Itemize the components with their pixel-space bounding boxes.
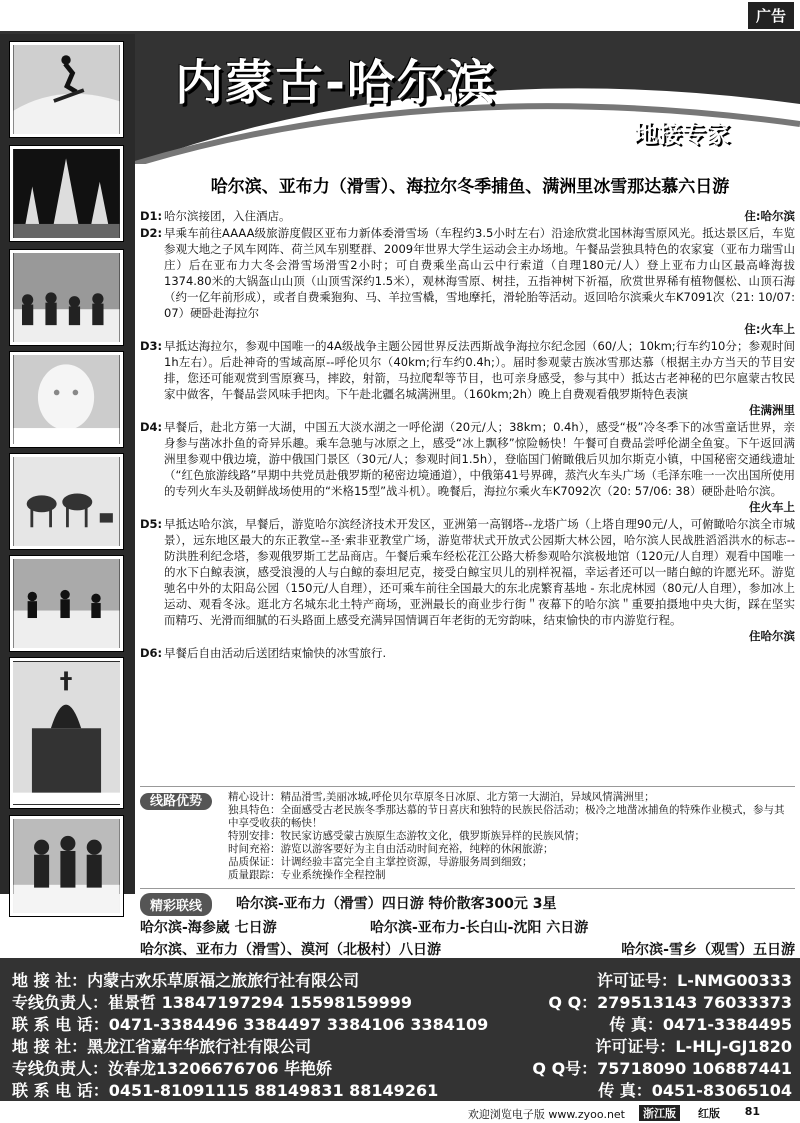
day-4 (140, 419, 795, 515)
page-title: 内蒙古-哈尔滨 (175, 55, 497, 111)
advantage-item: 品质保证：计调经验丰富完全自主掌控资源，导游服务周到细致； (228, 856, 533, 868)
page-number: 81 (744, 1105, 760, 1118)
featured-line: 哈尔滨-亚布力-长白山-沈阳 六日游 (370, 920, 589, 936)
contact-left: 联 系 电 话：0451-81091115 88149831 88149261 (12, 1081, 439, 1100)
featured-row (140, 917, 795, 937)
day-stay: 住:哈尔滨 (744, 209, 795, 223)
tourists-photo (10, 816, 123, 916)
day-text: 早抵达海拉尔，参观中国唯一的4A级战争主题公园世界反法西斯战争海拉尔纪念园（60/人；10km;行车约10分；参观时间1h左右）。后赴神奇的雪域高原--呼伦贝尔（40km;行车约0.4h;）。届时参观蒙古族冰雪那达慕（根据主办方当天的节目安排，您还可能观赏到雪原赛马，摔跤，射箭，马拉爬犁等节目，也可亲身感受，参与其中）抵达古老神秘的巴尔扈蒙古牧民家中做客，午餐品尝风味手把肉。下午赴北疆名城满洲里。（160km;2h）晚上自费观看俄罗斯特色表演 (164, 339, 795, 401)
fishing-photo (10, 556, 123, 651)
footer-version: 红版 (698, 1107, 720, 1120)
featured-line: 哈尔滨、亚布力（滑雪）、漠河（北极村）八日游 (140, 942, 441, 958)
contact-left: 地 接 社：内蒙古欢乐草原福之旅旅行社有限公司 (12, 971, 360, 990)
ice-sculpture-photo (10, 146, 123, 241)
day-1 (140, 208, 795, 224)
day-2 (140, 225, 795, 337)
route-title: 哈尔滨、亚布力（滑雪）、海拉尔冬季捕鱼、满洲里冰雪那达慕六日游 (210, 177, 730, 197)
contact-row (12, 1012, 792, 1034)
day-6 (140, 645, 795, 661)
day-5 (140, 516, 795, 644)
featured-badge: 精彩联线 (140, 893, 212, 916)
snowboarder-photo (10, 42, 123, 137)
day-label: D4: (140, 420, 163, 434)
contact-right: 传 真：0451-83065104 (598, 1081, 792, 1100)
advantage-item: 精心设计：精品滑雪,美丽冰城,呼伦贝尔草原冬日冰原、北方第一大湖泊，异域风情满洲里； (228, 791, 655, 803)
contact-right: 传 真：0471-3384495 (609, 1015, 792, 1034)
photo-strip (0, 34, 135, 894)
day-label: D3: (140, 339, 163, 353)
featured-line: 哈尔滨-亚布力（滑雪）四日游 特价散客300元 3星 (236, 896, 557, 912)
footer-edition: 浙江版 (639, 1105, 680, 1121)
contact-right: 许可证号：L-HLJ-GJ1820 (595, 1037, 792, 1056)
crowd-photo (10, 250, 123, 345)
page-subtitle: 地接专家 (634, 120, 730, 148)
day-text: 早乘车前往AAAA级旅游度假区亚布力新体委滑雪场（车程约3.5小时左右）沿途欣赏北国林海雪原风光。抵达景区后，车览参观大地之子风车网阵、荷兰风车别墅群、2009年世界大学生运动会主办场地。午餐品尝独具特色的农家宴（亚布力瑞雪山庄）后在亚布力大冬会滑雪场滑雪2小时；可自费乘坐高山云中行索道（自理180元/人）登上亚布力山区最高峰海拔1374.80米的大锅盔山山顶（山顶雪深约1.5米），观林海雪原、树挂，五指神树下祈福，欣赏世界稀有植物偃松、山顶石海（约一亿年前形成），或者自费乘狍狗、马、羊拉雪橇，雪地摩托，滑轮胎等活动。返回哈尔滨乘火车K7091次（21: 10/07: 07）硬卧赴海拉尔 (164, 226, 795, 320)
advantage-item: 独具特色：全面感受古老民族冬季那达慕的节日喜庆和独特的民族民俗活动；极冷之地凿冰捕鱼的特殊作业模式，参与其中享受收获的畅快！ (228, 804, 785, 829)
contact-left: 专线负责人：汝春龙13206676706 毕艳娇 (12, 1059, 333, 1078)
day-text: 早餐后自由活动后送团结束愉快的冰雪旅行. (164, 646, 387, 660)
advantages-badge: 线路优势 (140, 793, 212, 810)
day-text: 哈尔滨接团，入住酒店。 (164, 209, 291, 223)
contact-right: Q Q号：75718090 106887441 (532, 1059, 792, 1078)
contact-left: 专线负责人：崔景哲 13847197294 15598159999 (12, 993, 413, 1012)
contact-row (12, 990, 792, 1012)
day-3 (140, 338, 795, 418)
contact-panel (0, 958, 800, 1101)
day-label: D1: (140, 209, 163, 223)
snow-sculpture-photo (10, 352, 123, 447)
day-stay: 住满洲里 (749, 403, 795, 417)
footer (0, 1103, 800, 1123)
ad-tag: 广告 (748, 2, 794, 29)
cathedral-photo (10, 658, 123, 808)
day-label: D2: (140, 226, 163, 240)
advantage-item: 时间充裕：游览以游客要好为主自由活动时间充裕，纯粹的休闲旅游； (228, 843, 554, 855)
day-label: D5: (140, 517, 163, 531)
footer-site: 欢迎浏览电子版 www.zyoo.net (467, 1108, 625, 1121)
featured-lines (140, 888, 795, 958)
day-label: D6: (140, 646, 163, 660)
contact-row (12, 1056, 792, 1078)
contact-row (12, 968, 792, 990)
advantage-item: 特别安排：牧民家访感受蒙古族原生态游牧文化，俄罗斯族异样的民族风情； (228, 830, 585, 842)
title-banner (135, 34, 800, 164)
contact-row (12, 1034, 792, 1056)
route-advantages (140, 786, 795, 886)
featured-row (140, 939, 795, 959)
contact-left: 联 系 电 话：0471-3384496 3384497 3384106 3384109 (12, 1015, 489, 1034)
day-text: 早餐后，赴北方第一大湖，中国五大淡水湖之一呼伦湖（20元/人；38km；0.4h），感受“极”冷冬季下的冰雪童话世界，亲身参与凿冰扑鱼的奇异乐趣。乘车急驰与冰原之上，感受“冰上飘移”惊险畅快！午餐可自费品尝呼伦湖全鱼宴。下午返回满洲里参观中俄边境，游中俄国门景区（30元/人；参观时间1.5h），登临国门俯瞰俄后贝加尔斯克小镇，中国秘密交通线遗址（“红色旅游线路”早期中共党员赴俄罗斯的秘密边境通道），中俄第41号界碑，蒸汽火车头广场（毛泽东唯一一次出国所使用的专列火车头及朝鲜战场使用的“米格15型”战斗机）。晚餐后，海拉尔乘火车K7092次（20: 57/06: 38）硬卧赴哈尔滨。 (164, 420, 795, 498)
featured-line: 哈尔滨-雪乡（观雪）五日游 (621, 942, 795, 958)
itinerary (140, 208, 795, 662)
camels-photo (10, 454, 123, 549)
contact-left: 地 接 社：黑龙江省嘉年华旅行社有限公司 (12, 1037, 312, 1056)
advantage-item: 质量跟踪：专业系统操作全程控制 (228, 869, 386, 881)
contact-right: 许可证号：L-NMG00333 (597, 971, 792, 990)
day-stay: 住火车上 (749, 500, 795, 514)
top-bar (0, 0, 800, 34)
day-stay: 住哈尔滨 (749, 629, 795, 643)
featured-line: 哈尔滨-海参崴 七日游 (140, 920, 277, 936)
contact-right: Q Q：279513143 76033373 (548, 993, 792, 1012)
day-stay: 住:火车上 (744, 322, 795, 336)
advantages-list (228, 791, 793, 882)
contact-row (12, 1078, 792, 1100)
day-text: 早抵达哈尔滨，早餐后，游览哈尔滨经济技术开发区，亚洲第一高钢塔--龙塔广场（上塔自理90元/人，可俯瞰哈尔滨全市城景），远东地区最大的东正教堂--圣·索非亚教堂广场，游览带状式开放式公园斯大林公园，哈尔滨人民战胜滔滔洪水的标志--防洪胜利纪念塔，参观俄罗斯工艺品商店。午餐后乘车经松花江公路大桥参观哈尔滨极地馆（120元/人自理）观看中国唯一的水下白鲸表演，感受浪漫的人与白鲸的泰坦尼克，接受白鲸宝贝儿的别样祝福，幸运者还可以一睹白鲸的许愿光环。游览驰名中外的太阳岛公园（150元/人自理），还可乘车前往全国最大的东北虎繁育基地 - 东北虎林园（80元/人自理），参加冰上运动、观看冬泳。逛北方名城东北土特产商场，亚洲最长的商业步行街＂夜幕下的哈尔滨＂重要拍摄地中央大街，踩在坚实而精巧、光滑而细腻的石头路面上感受充满异国情调百年老街的无穷韵味，结束愉快的市内游览行程。 (164, 517, 795, 627)
